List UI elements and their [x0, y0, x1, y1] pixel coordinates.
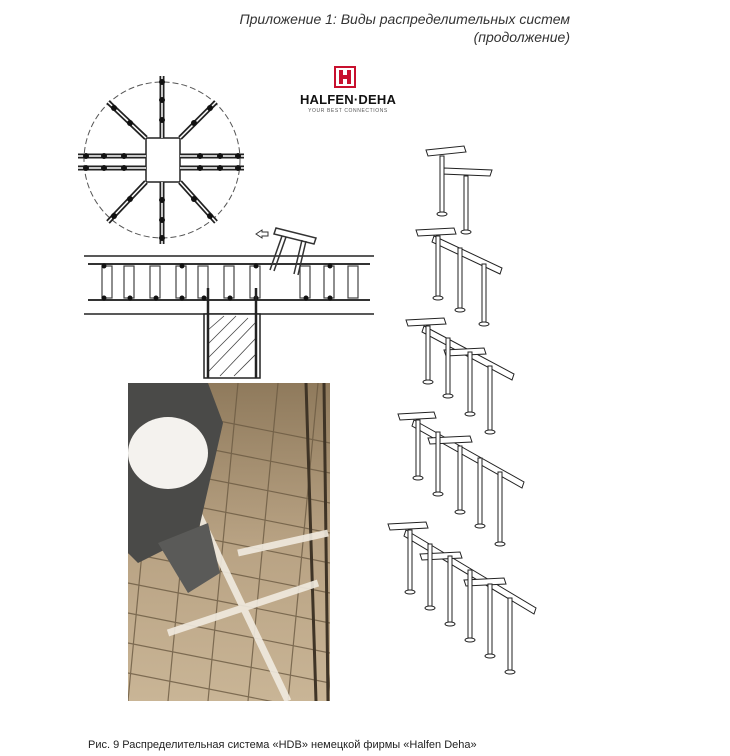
figure-caption: Рис. 9 Распределительная система «HDB» немецкой фирмы «Halfen Deha» — [88, 739, 477, 751]
halfen-h-logo-icon — [334, 66, 356, 88]
header-line-2: (продолжение) — [473, 29, 570, 45]
header-line-1: Приложение 1: Виды распределительных систем — [239, 11, 570, 27]
page-header — [239, 10, 570, 46]
construction-site-photo — [128, 383, 330, 701]
logo-brand: HALFEN·DEHA — [299, 92, 397, 107]
halfen-deha-logo — [296, 66, 400, 118]
slab-section-drawing — [84, 222, 374, 380]
logo-tagline: YOUR BEST CONNECTIONS — [308, 108, 388, 114]
distributor-elements-isometric — [384, 140, 544, 680]
